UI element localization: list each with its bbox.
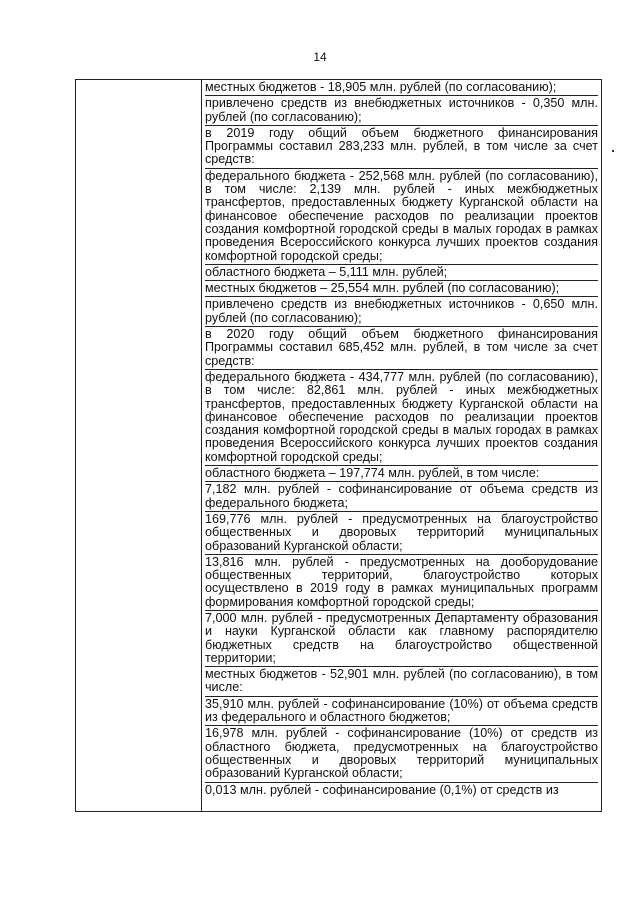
- paragraph: федерального бюджета - 252,568 млн. рублей (по согласованию), в том числе: 2,139 млн. рублей - иных межбюджетных трансфертов, предоставленных бюджету Курганской области на финансовое обеспечение расходов по реализации проектов создания комфортной городской среды в малых городах в рамках проведения Всероссийского конкурса лучших проектов создания комфортной городской среды;: [205, 168, 598, 263]
- paragraph: 35,910 млн. рублей - софинансирование (10%) от объема средств из федерального и областного бюджетов;: [205, 696, 598, 725]
- paragraph: областного бюджета – 197,774 млн. рублей, в том числе:: [205, 465, 598, 481]
- paragraph: привлечено средств из внебюджетных источников - 0,650 млн. рублей (по согласованию);: [205, 297, 598, 325]
- paragraph: в 2020 году общий объем бюджетного финансирования Программы составил 685,452 млн. рублей, в том числе за счет средств:: [205, 327, 598, 368]
- paragraph: 7,182 млн. рублей - софинансирование от объема средств из федерального бюджета;: [205, 482, 598, 510]
- financing-text-cell: [205, 81, 598, 798]
- column-divider: [201, 80, 202, 811]
- paragraph: 13,816 млн. рублей - предусмотренных на дооборудование общественных территорий, благоустройство которых осуществлено в 2019 году в рамках муниципальных программ формирования комфортной городской среды;: [205, 554, 598, 609]
- paragraph: в 2019 году общий объем бюджетного финансирования Программы составил 283,233 млн. рублей, в том числе за счет средств:: [205, 125, 598, 167]
- paragraph: 7,000 млн. рублей - предусмотренных Департаменту образования и науки Курганской области как главному распорядителю бюджетных средств на благоустройство общественной территории;: [205, 610, 598, 665]
- paragraph: местных бюджетов - 18,905 млн. рублей (по согласованию);: [205, 80, 557, 94]
- paragraph: привлечено средств из внебюджетных источников - 0,350 млн. рублей (по согласованию);: [205, 96, 598, 124]
- paragraph: областного бюджета – 5,111 млн. рублей;: [205, 264, 598, 280]
- paragraph: 16,978 млн. рублей - софинансирование (10%) от средств из областного бюджета, предусмотренных на благоустройство общественных и дворовых территорий муниципальных образований Курганской области;: [205, 726, 598, 781]
- paragraph: федерального бюджета - 434,777 млн. рублей (по согласованию), в том числе: 82,861 млн. рублей - иных межбюджетных трансфертов, предоставленных бюджету Курганской области на финансовое обеспечение расходов по реализации проектов создания комфортной городской среды в малых городах в рамках проведения Всероссийского конкурса лучших проектов создания комфортной городской среды;: [205, 369, 598, 464]
- paragraph: местных бюджетов – 25,554 млн. рублей (по согласованию);: [205, 280, 598, 296]
- paragraph: местных бюджетов - 52,901 млн. рублей (по согласованию), в том числе:: [205, 667, 598, 695]
- paragraph: 169,776 млн. рублей - предусмотренных на благоустройство общественных и дворовых территорий муниципальных образований Курганской области;: [205, 511, 598, 553]
- document-table: [75, 79, 602, 812]
- page-number: 14: [313, 50, 327, 64]
- scan-speck: [612, 150, 614, 152]
- paragraph: 0,013 млн. рублей - софинансирование (0,1%) от средств из: [205, 782, 598, 798]
